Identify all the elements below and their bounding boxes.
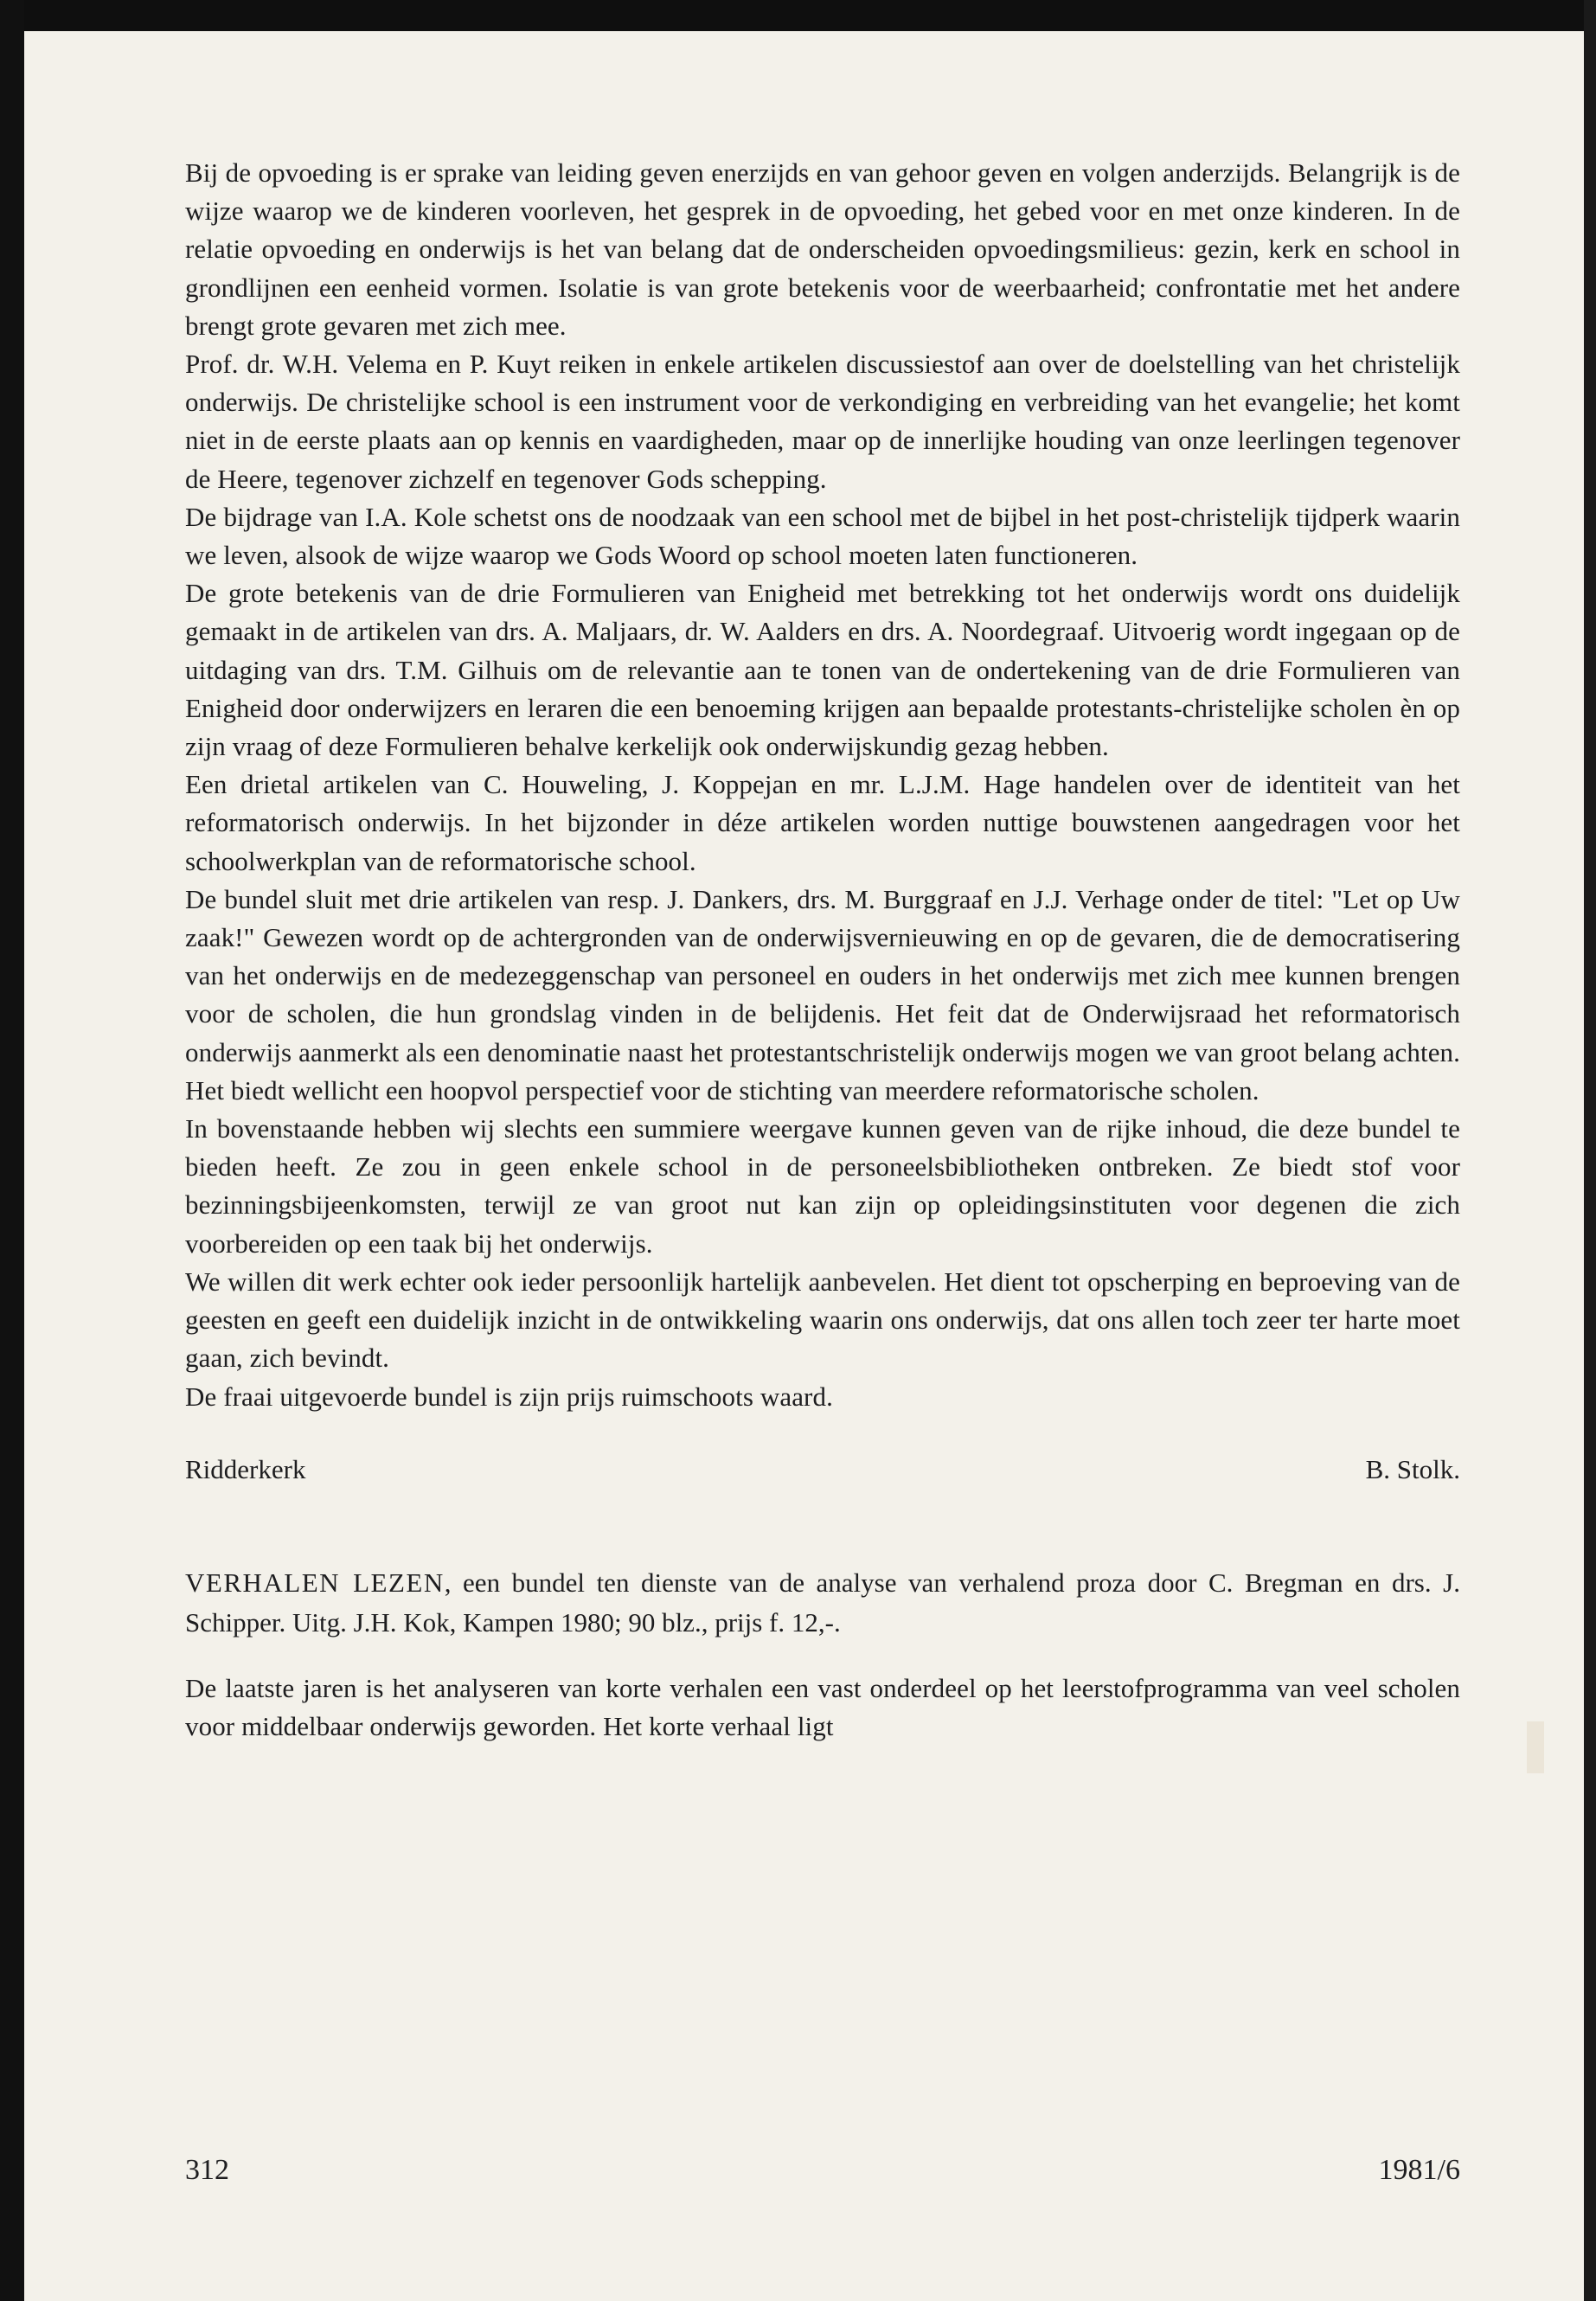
article-body: [185, 154, 1460, 1746]
issue-label: 1981/6: [1378, 2154, 1460, 2186]
page-number: 312: [185, 2154, 229, 2186]
signature-author: B. Stolk.: [1365, 1453, 1460, 1484]
paper-stain: [1527, 1721, 1544, 1773]
paragraph: Bij de opvoeding is er sprake van leiding geven enerzijds en van gehoor geven en volgen anderzijds. Belangrijk is de wijze waarop we de kinderen voorleven, het gesprek in de opvoeding, het gebed voor en met onze kinderen. In de relatie opvoeding en onderwijs is het van belang dat de onderscheiden opvoedingsmilieus: gezin, kerk en school in grondlijnen een eenheid vormen. Isolatie is van grote betekenis voor de weerbaarheid; confrontatie met het andere brengt grote gevaren met zich mee.: [185, 157, 1460, 341]
paragraph: In bovenstaande hebben wij slechts een summiere weergave kunnen geven van de rijke inhoud, die deze bundel te bieden heeft. Ze zou in geen enkele school in de personeelsbibliotheken ontbreken. Ze biedt stof voor bezinningsbijeenkomsten, terwijl ze van groot nut kan zijn op opleidingsinstituten voor degenen die zich voorbereiden op een taak bij het onderwijs.: [185, 1113, 1460, 1259]
review-signature: [185, 1451, 1460, 1489]
paragraph: De fraai uitgevoerde bundel is zijn prijs ruimschoots waard.: [185, 1381, 833, 1412]
review-heading-details: , een bundel ten dienste van de analyse van verhalend proza door C. Bregman en drs. J. Schipper. Uitg. J.H. Kok, Kampen 1980; 90 blz., prijs f. 12,-.: [185, 1567, 1460, 1638]
page-footer: [185, 2154, 1460, 2187]
paragraph: Prof. dr. W.H. Velema en P. Kuyt reiken in enkele artikelen discussiestof aan over de doelstelling van het christelijk onderwijs. De christelijke school is een instrument voor de verkondiging en verbreiding van het evangelie; het komt niet in de eerste plaats aan op kennis en vaardigheden, maar op de innerlijke houding van onze leerlingen tegenover de Heere, tegenover zichzelf en tegenover Gods schepping.: [185, 349, 1460, 494]
paragraph: We willen dit werk echter ook ieder persoonlijk hartelijk aanbevelen. Het dient tot opscherping en beproeving van de geesten en geeft een duidelijk inzicht in de ontwikkeling waarin ons onderwijs, dat ons allen toch zeer ter harte moet gaan, zich bevindt.: [185, 1266, 1460, 1374]
scan-edge-right: [1584, 0, 1596, 2301]
scan-edge-left: [0, 0, 24, 2301]
paragraph: Een drietal artikelen van C. Houweling, J. Koppejan en mr. L.J.M. Hage handelen over de identiteit van het reformatorisch onderwijs. In het bijzonder in déze artikelen worden nuttige bouwstenen aangedragen voor het schoolwerkplan van de reformatorische school.: [185, 769, 1460, 876]
signature-place: Ridderkerk: [185, 1453, 306, 1484]
review-heading: [185, 1563, 1460, 1643]
paragraph: De bijdrage van I.A. Kole schetst ons de noodzaak van een school met de bijbel in het post-christelijk tijdperk waarin we leven, alsook de wijze waarop we Gods Woord op school moeten laten functioneren.: [185, 501, 1460, 571]
paragraph: De bundel sluit met drie artikelen van resp. J. Dankers, drs. M. Burggraaf en J.J. Verhage onder de titel: "Let op Uw zaak!" Gewezen wordt op de achtergronden van de onderwijsvernieuwing en op de gevaren, die de democratisering van het onderwijs en de medezeggenschap van personeel en ouders in het onderwijs met zich mee kunnen brengen voor de scholen, die hun grondslag vinden in de belijdenis. Het feit dat de Onderwijsraad het reformatorisch onderwijs aanmerkt als een denominatie naast het protestantschristelijk onderwijs mogen we van groot belang achten. Het biedt wellicht een hoopvol perspectief voor de stichting van meerdere reformatorische scholen.: [185, 883, 1460, 1106]
review-title: VERHALEN LEZEN: [185, 1567, 445, 1598]
review-paragraph: De laatste jaren is het analyseren van korte verhalen een vast onderdeel op het leerstofprogramma van veel scholen voor middelbaar onderwijs geworden. Het korte verhaal ligt: [185, 1672, 1460, 1741]
scan-edge-top: [0, 0, 1596, 31]
paragraph: De grote betekenis van de drie Formulieren van Enigheid met betrekking tot het onderwijs wordt ons duidelijk gemaakt in de artikelen van drs. A. Maljaars, dr. W. Aalders en drs. A. Noordegraaf. Uitvoerig wordt ingegaan op de uitdaging van drs. T.M. Gilhuis om de relevantie aan te tonen van de ondertekening van de drie Formulieren van Enigheid door onderwijzers en leraren die een benoeming krijgen aan bepaalde protestants-christelijke scholen èn op zijn vraag of deze Formulieren behalve kerkelijk ook onderwijskundig gezag hebben.: [185, 578, 1460, 762]
